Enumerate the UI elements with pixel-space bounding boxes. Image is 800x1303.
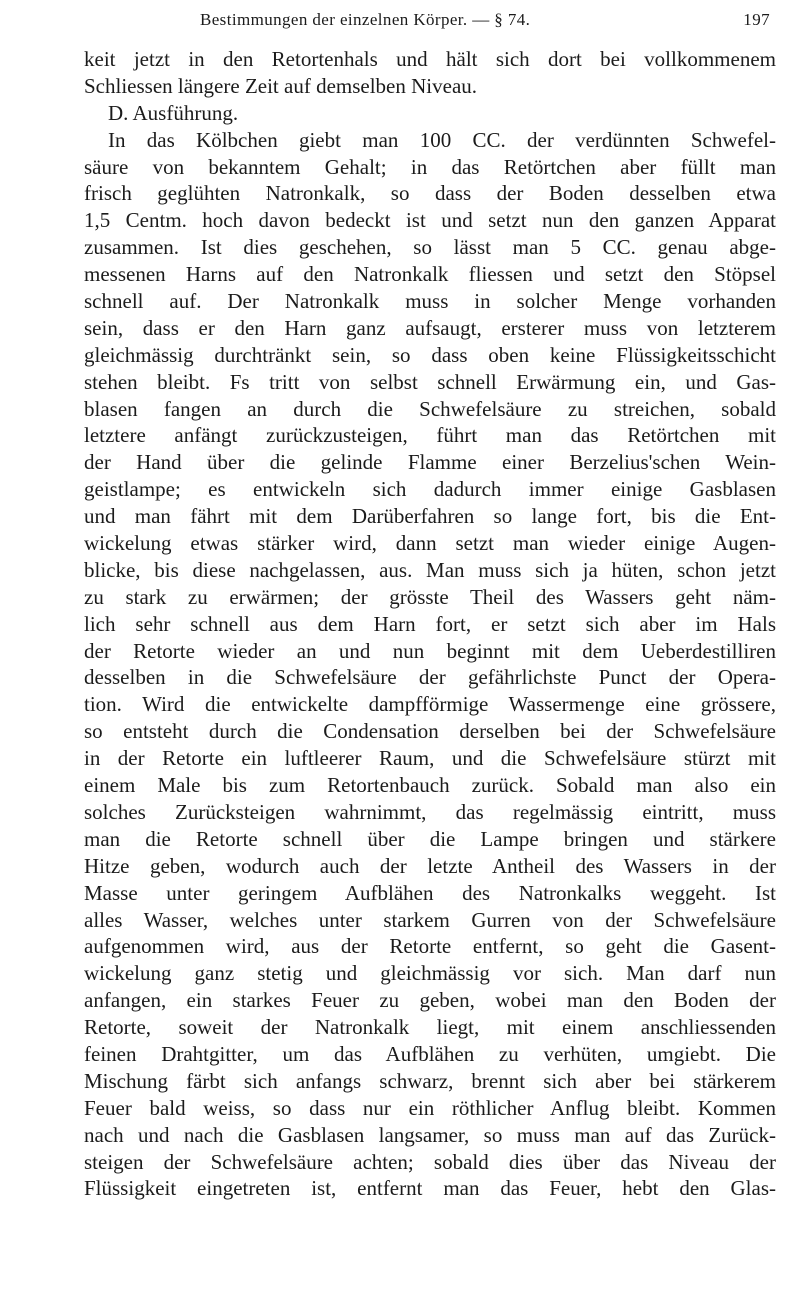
text-line: Mischung färbt sich anfangs schwarz, brennt sich aber bei stärkerem — [84, 1068, 776, 1093]
text-line: messenen Harns auf den Natronkalk fliessen und setzt den Stöpsel — [84, 262, 776, 287]
text-line: sein, dass er den Harn ganz aufsaugt, ersterer muss von letzterem — [84, 315, 776, 340]
text-line: man die Retorte schnell über die Lampe bringen und stärkere — [84, 826, 776, 851]
text-line: der Hand über die gelinde Flamme einer Berzelius'schen Wein- — [84, 450, 776, 475]
text-line: zusammen. Ist dies geschehen, so lässt man 5 CC. genau abge- — [84, 235, 776, 260]
text-line: zu stark zu erwärmen; der grösste Theil des Wassers geht näm- — [84, 584, 776, 609]
text-line: Hitze geben, wodurch auch der letzte Antheil des Wassers in der — [84, 853, 776, 878]
text-line: 1,5 Centm. hoch davon bedeckt ist und setzt nun den ganzen Apparat — [84, 208, 776, 233]
text-line: Masse unter geringem Aufblähen des Natronkalks weggeht. Ist — [84, 880, 776, 905]
text-line: letztere anfängt zurückzusteigen, führt man das Retörtchen mit — [84, 423, 776, 448]
text-line: tion. Wird die entwickelte dampfförmige Wassermenge eine grössere, — [84, 692, 776, 717]
text-line: steigen der Schwefelsäure achten; sobald dies über das Niveau der — [84, 1149, 776, 1174]
text-line: aufgenommen wird, aus der Retorte entfernt, so geht die Gasent- — [84, 934, 776, 959]
text-line: der Retorte wieder an und nun beginnt mit dem Ueberdestilliren — [84, 638, 776, 663]
text-line: blasen fangen an durch die Schwefelsäure zu streichen, sobald — [84, 396, 776, 421]
text-line: wickelung etwas stärker wird, dann setzt man wieder einige Augen- — [84, 531, 776, 556]
text-line: schnell auf. Der Natronkalk muss in solcher Menge vorhanden — [84, 289, 776, 314]
text-line: feinen Drahtgitter, um das Aufblähen zu verhüten, umgiebt. Die — [84, 1041, 776, 1066]
text-line: und man fährt mit dem Darüberfahren so lange fort, bis die Ent- — [84, 504, 776, 529]
text-line: frisch geglühten Natronkalk, so dass der Boden desselben etwa — [84, 181, 776, 206]
section-heading: D. Ausführung. — [108, 100, 239, 125]
text-line: alles Wasser, welches unter starkem Gurren von der Schwefelsäure — [84, 907, 776, 932]
text-line: desselben in die Schwefelsäure der gefährlichste Punct der Opera- — [84, 665, 776, 690]
text-line: anfangen, ein starkes Feuer zu geben, wobei man den Boden der — [84, 988, 776, 1013]
text-line: so entsteht durch die Condensation derselben bei der Schwefelsäure — [84, 719, 776, 744]
text-line: einem Male bis zum Retortenbauch zurück. Sobald man also ein — [84, 773, 776, 798]
text-line: wickelung ganz stetig und gleichmässig vor sich. Man darf nun — [84, 961, 776, 986]
text-line: blicke, bis diese nachgelassen, aus. Man muss sich ja hüten, schon jetzt — [84, 557, 776, 582]
body-text — [84, 46, 776, 1202]
text-line: geistlampe; es entwickeln sich dadurch immer einige Gasblasen — [84, 477, 776, 502]
text-line: gleichmässig durchtränkt sein, so dass oben keine Flüssigkeitsschicht — [84, 342, 776, 367]
text-line: Retorte, soweit der Natronkalk liegt, mit einem anschliessenden — [84, 1015, 776, 1040]
text-line: solches Zurücksteigen wahrnimmt, das regelmässig eintritt, muss — [84, 799, 776, 824]
text-line: nach und nach die Gasblasen langsamer, so muss man auf das Zurück- — [84, 1122, 776, 1147]
text-line: In das Kölbchen giebt man 100 CC. der verdünnten Schwefel- — [108, 127, 776, 152]
text-line: keit jetzt in den Retortenhals und hält sich dort bei vollkommenem — [84, 47, 776, 71]
text-line: Flüssigkeit eingetreten ist, entfernt man das Feuer, hebt den Glas- — [84, 1176, 776, 1201]
text-line: stehen bleibt. Fs tritt von selbst schnell Erwärmung ein, und Gas- — [84, 369, 776, 394]
text-line: säure von bekanntem Gehalt; in das Retörtchen aber füllt man — [84, 154, 776, 179]
running-head — [80, 10, 770, 36]
text-line: in der Retorte ein luftleerer Raum, und die Schwefelsäure stürzt mit — [84, 746, 776, 771]
page-number: 197 — [743, 10, 770, 29]
running-title: Bestimmungen der einzelnen Körper. — § 74. — [200, 10, 531, 29]
text-line: Schliessen längere Zeit auf demselben Niveau. — [84, 73, 478, 98]
text-line: lich sehr schnell aus dem Harn fort, er setzt sich aber im Hals — [84, 611, 776, 636]
text-line: Feuer bald weiss, so dass nur ein röthlicher Anflug bleibt. Kommen — [84, 1095, 776, 1120]
